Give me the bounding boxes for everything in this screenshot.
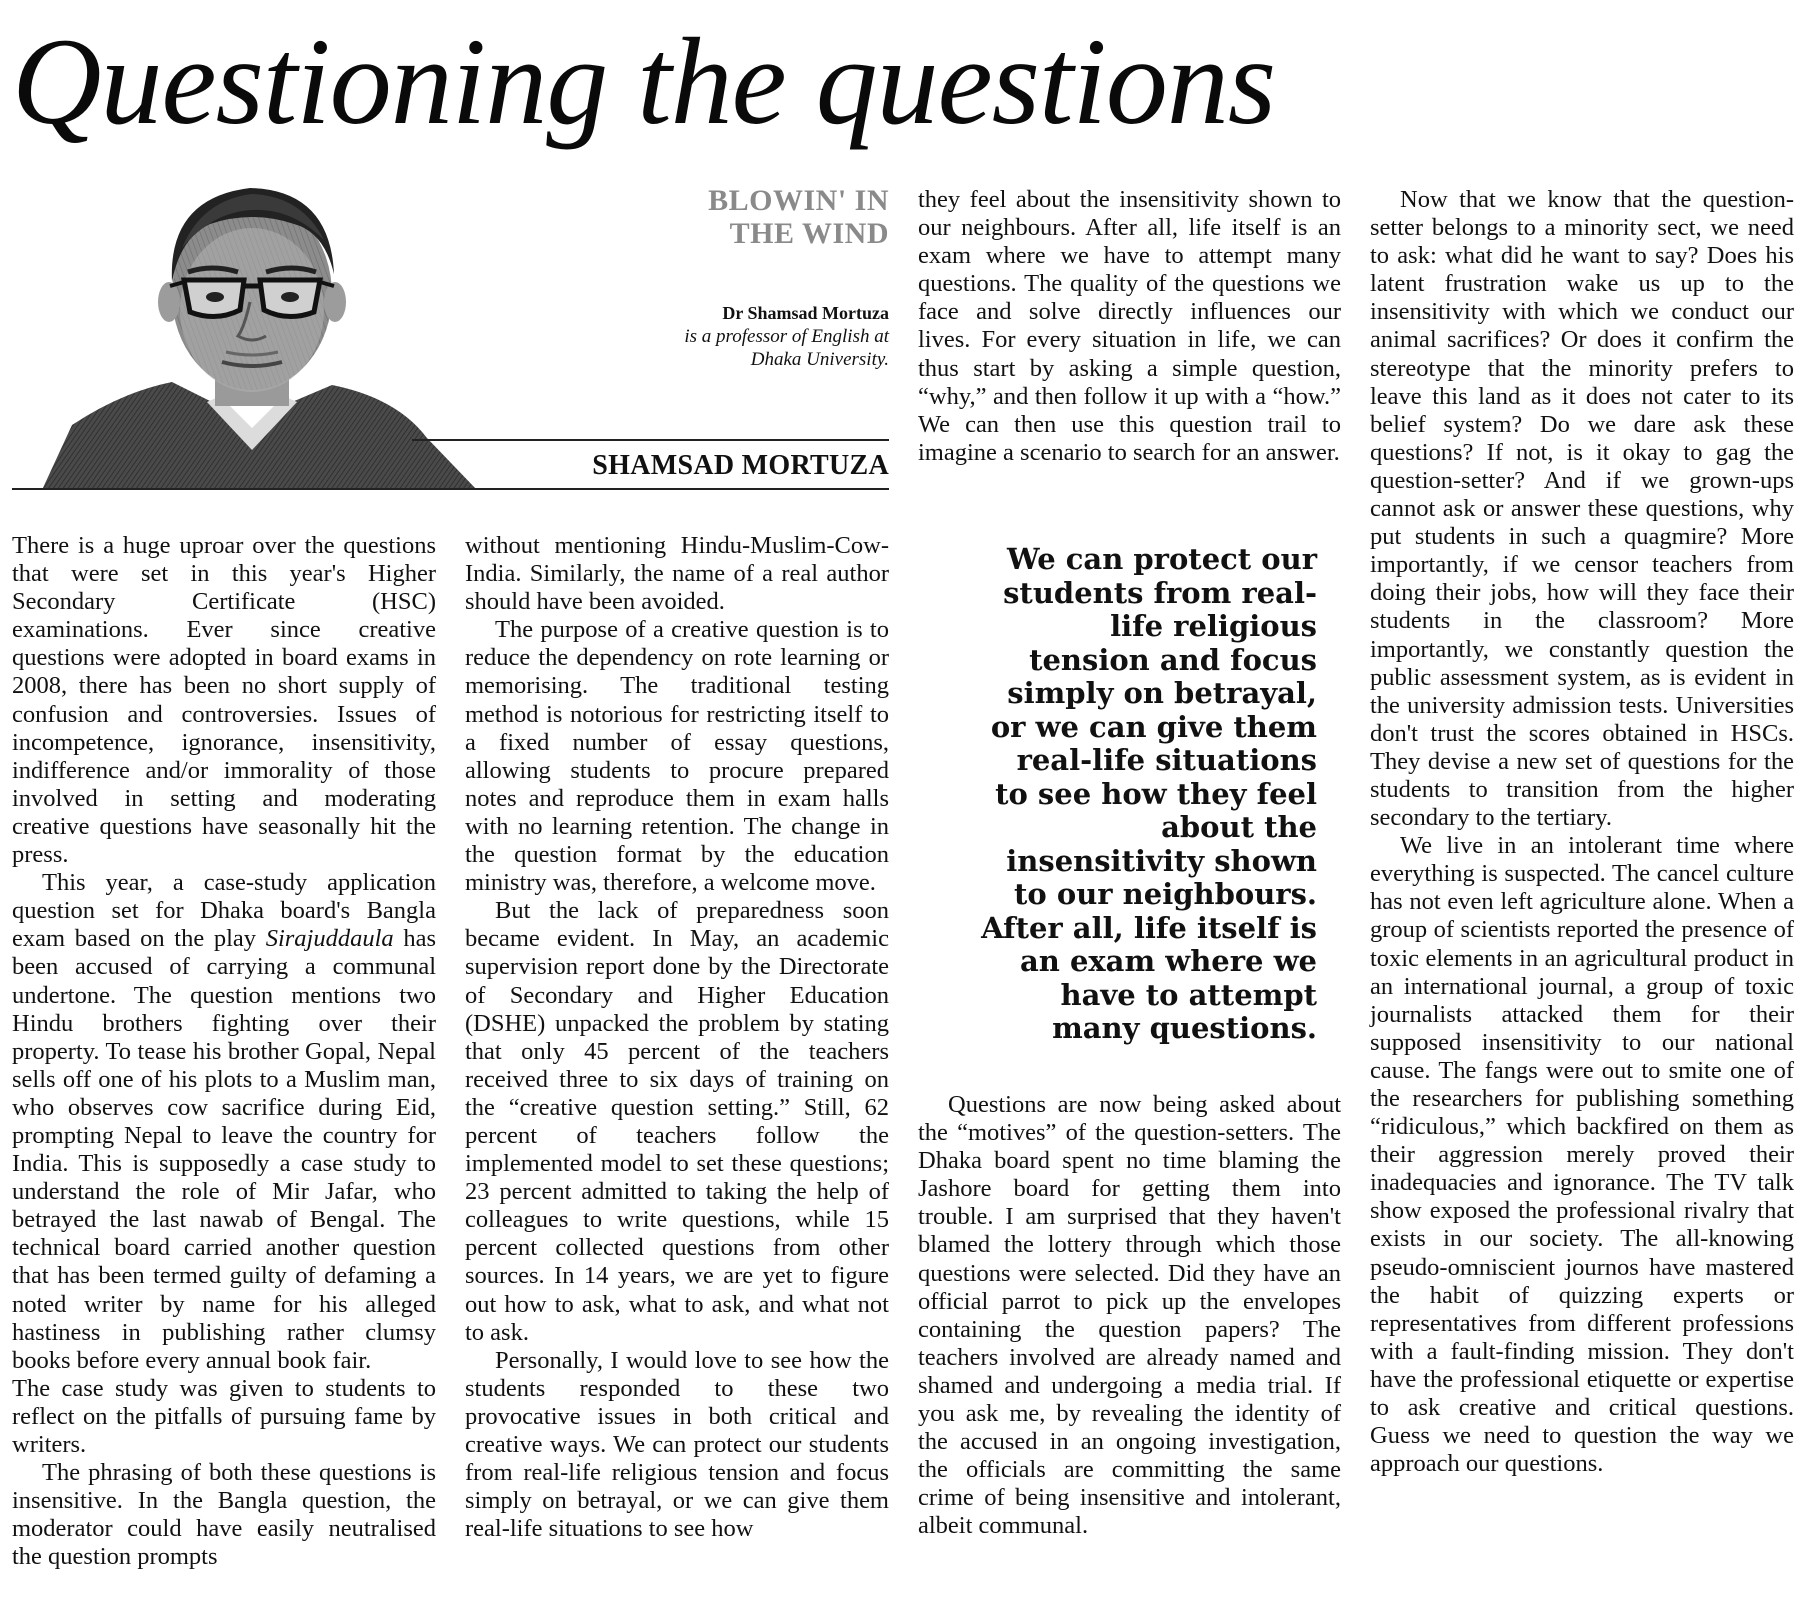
paragraph-text: This year, a case-study application question set for Dhaka board's Bangla exam based on the play bbox=[12, 869, 436, 953]
paragraph: they feel about the insensitivity shown to our neighbours. After all, life itself is an exam where we have to attempt many questions. The quality of the questions we face and solve directly influences our lives. For every situation in life, we can thus start by asking a simple question, “why,” and then follow it up with a “how.” We can then use this question trail to imagine a scenario to search for an answer. bbox=[918, 186, 1341, 466]
article-column-3-top bbox=[918, 186, 1341, 467]
author-bio-name: Dr Shamsad Mortuza bbox=[722, 303, 889, 323]
author-portrait bbox=[12, 170, 482, 490]
paragraph-text: has been accused of carrying a communal undertone. The question mentions two Hindu brothers fighting over their property. To tease his brother Gopal, Nepal sells off one of his plots to a Muslim man, who observes cow sacrifice during Eid, prompting Nepal to leave the country for India. This is supposedly a case study to understand the role of Mir Jafar, who betrayed the last nawab of Bengal. The technical board carried another question that has been termed guilty of defaming a noted writer by name for his alleged hastiness in publishing rather clumsy books before every annual book fair. bbox=[12, 925, 436, 1374]
author-bio-description: is a professor of English at Dhaka University. bbox=[684, 326, 889, 370]
article-column-4 bbox=[1370, 186, 1794, 1478]
byline-rule-top bbox=[412, 439, 889, 441]
article-column-1 bbox=[12, 532, 436, 1571]
byline-rule-bottom bbox=[12, 488, 889, 490]
author-bio bbox=[639, 302, 889, 371]
article-column-2 bbox=[465, 532, 889, 1543]
column-label-line2: THE WIND bbox=[729, 217, 889, 250]
headline: Questioning the questions bbox=[12, 13, 1276, 150]
paragraph: But the lack of preparedness soon became evident. In May, an academic supervision report done by the Directorate of Secondary and Higher Education (DSHE) unpacked the problem by stating that only 45 percent of the teachers received three to six days of training on the “creative question setting.” Still, 62 percent of teachers follow the implemented model to set these questions; 23 percent admitted to taking the help of colleagues to write questions, while 15 percent collected questions from other sources. In 14 years, we are yet to figure out how to ask, what to ask, and what not to ask. bbox=[465, 897, 889, 1346]
byline-author: SHAMSAD MORTUZA bbox=[592, 450, 889, 481]
paragraph: There is a huge uproar over the questions that were set in this year's Higher Secondary Certificate (HSC) examinations. Ever since creative questions were adopted in board exams in 2008, there has been no short supply of confusion and controversies. Issues of incompetence, ignorance, insensitivity, indifference and/or immorality of those involved in setting and moderating creative questions have seasonally hit the press. bbox=[12, 532, 436, 869]
article-column-3-bottom bbox=[918, 1091, 1341, 1541]
paragraph: We live in an intolerant time where everything is suspected. The cancel culture has not even left agriculture alone. When a group of scientists reported the presence of toxic elements in an agricultural product in an international journal, a group of toxic journalists attacked them for their supposed insensitivity to our national cause. The fangs were out to smite one of the researchers for publishing something “ridiculous,” which backfired on them as their aggression merely proved their inadequacies and ignorance. The TV talk show exposed the professional rivalry that exists in our society. The all-knowing pseudo-omniscient journos have mastered the habit of quizzing experts or representatives from different professions with a fault-finding mission. They don't have the professional etiquette or expertise to ask creative and critical questions. Guess we need to question the way we approach our questions. bbox=[1370, 832, 1794, 1478]
paragraph: Questions are now being asked about the “motives” of the question-setters. The Dhaka board spent no time blaming the Jashore board for getting them into trouble. I am surprised that they haven't blamed the lottery through which those questions were selected. Did they have an official parrot to pick up the envelopes containing the question papers? The teachers involved are already named and shamed and undergoing a media trial. If you ask me, by revealing the identity of the accused in an ongoing investigation, the officials are committing the same crime of being insensitive and intolerant, albeit communal. bbox=[918, 1091, 1341, 1540]
paragraph: The phrasing of both these questions is insensitive. In the Bangla question, the moderator could have easily neutralised the question prompts bbox=[12, 1459, 436, 1571]
column-label bbox=[708, 184, 889, 250]
paragraph: Now that we know that the question-setter belongs to a minority sect, we need to ask: what did he want to say? Does his latent frustration wake us up to the insensitivity with which we conduct our animal sacrifices? Or does it confirm the stereotype that the minority prefers to leave this land as it does not cater to its belief system? Do we dare ask these questions? If not, is it okay to gag the question-setter? And if we grown-ups cannot ask or answer these questions, why put students in such a quagmire? More importantly, if we censor teachers from doing their jobs, how will they face their students in the classroom? More importantly, we constantly question the public assessment system, as is evident in the university admission tests. Universities don't trust the scores obtained in HSCs. They devise a new set of questions for the students to transition from the higher secondary to the tertiary. bbox=[1370, 186, 1794, 832]
byline-box bbox=[12, 170, 889, 490]
paragraph bbox=[12, 869, 436, 1375]
column-label-line1: BLOWIN' IN bbox=[708, 184, 889, 217]
paragraph: The case study was given to students to reflect on the pitfalls of pursuing fame by writers. bbox=[12, 1374, 436, 1458]
play-title: Sirajuddaula bbox=[265, 925, 394, 953]
paragraph: Personally, I would love to see how the students responded to these two provocative issues in both critical and creative ways. We can protect our students from real-life religious tension and focus simply on betrayal, or we can give them real-life situations to see how bbox=[465, 1346, 889, 1543]
paragraph: The purpose of a creative question is to reduce the dependency on rote learning or memorising. The traditional testing method is notorious for restricting itself to a fixed number of essay questions, allowing students to procure prepared notes and reproduce them in exam halls with no learning retention. The change in the question format by the education ministry was, therefore, a welcome move. bbox=[465, 616, 889, 897]
paragraph: without mentioning Hindu-Muslim-Cow-India. Similarly, the name of a real author should have been avoided. bbox=[465, 532, 889, 616]
pull-quote: We can protect our students from real-life religious tension and focus simply on betrayal, or we can give them real-life situations to see how they feel about the insensitivity shown to our neighbours. After all, life itself is an exam where we have to attempt many questions. bbox=[981, 542, 1317, 1045]
